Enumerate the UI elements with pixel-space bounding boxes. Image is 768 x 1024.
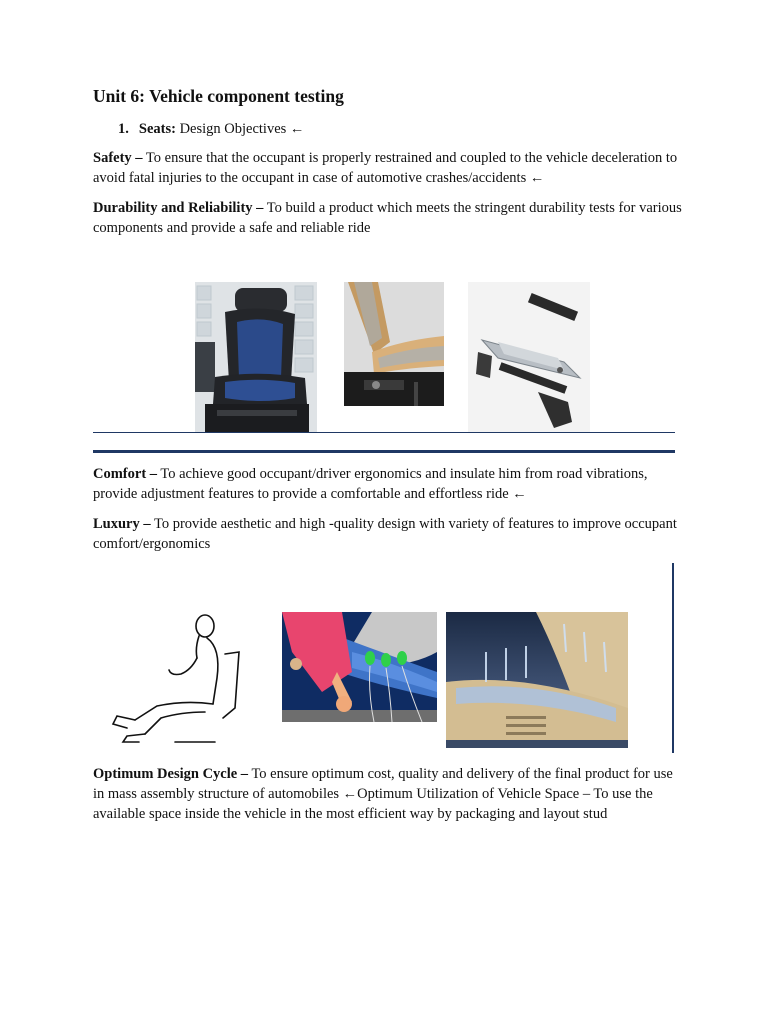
list-number: 1. <box>118 121 129 137</box>
comfort-term: Comfort – <box>93 466 158 482</box>
durability-paragraph <box>93 198 683 238</box>
vertical-divider <box>672 563 674 753</box>
list-term: Seats: <box>138 121 176 137</box>
safety-paragraph <box>93 148 683 188</box>
optimum-paragraph <box>93 764 683 824</box>
list-item-seats <box>118 121 304 138</box>
durability-term: Durability and Reliability – <box>93 200 264 216</box>
optimum-term: Optimum Design Cycle – <box>93 766 249 782</box>
seat-rail-photo <box>468 282 590 432</box>
comfort-paragraph <box>93 464 683 504</box>
luxury-text: To provide aesthetic and high -quality design with variety of features to improve occupant comfort/ergonomics <box>93 516 677 552</box>
seat-ventilation-image <box>446 612 628 748</box>
comfort-text: To achieve good occupant/driver ergonomics and insulate him from road vibrations, provide adjustment features to provide a comfortable and effortless ride ← <box>93 466 648 502</box>
divider-thin <box>93 432 675 433</box>
safety-text: To ensure that the occupant is properly restrained and coupled to the vehicle deceleration to avoid fatal injuries to the occupant in case of automotive crashes/accidents ← <box>93 150 678 186</box>
page-title: Unit 6: Vehicle component testing <box>93 86 344 106</box>
optimum-text: To ensure optimum cost, quality and delivery of the final product for use in mass assembly structure of automobiles ←Optimum Utilization of Vehicle Space – To use the available space inside the vehicle in the most efficient way by packaging and layout stud <box>93 766 673 822</box>
luxury-paragraph <box>93 514 683 554</box>
divider-thick <box>93 450 675 453</box>
seated-posture-sketch <box>105 608 245 748</box>
safety-term: Safety – <box>93 150 143 166</box>
occupant-simulation-image <box>282 612 437 722</box>
luxury-term: Luxury – <box>93 516 151 532</box>
durability-text: To build a product which meets the stringent durability tests for various components and provide a safe and reliable ride <box>93 200 682 236</box>
seat-side-photo <box>344 282 444 406</box>
car-seat-photo <box>195 282 317 432</box>
list-text: Design Objectives ← <box>179 121 305 137</box>
